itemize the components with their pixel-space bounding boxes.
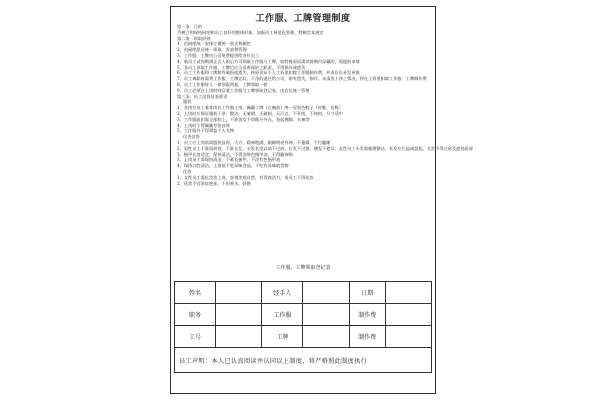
cell-uniform-value [303,304,349,326]
register-row-1 [175,282,432,304]
body-line: 2、化妆不宜浓妆艳抹，不用香水，妖艳 [177,180,251,186]
body-line: 6、员工工作服和工牌如有破损或遗失，按原价从个人工资里扣除工作服制作费，并由店长补发更换 [177,70,360,76]
label-position: 职务 [175,304,216,326]
register-row-declaration [175,348,432,373]
label-handler: 经手人 [262,282,303,304]
body-line: 5、各员工领取工作服、工牌后应当妥善保护之职责，不得损坏或遗失 [177,64,306,70]
register-row-2 [175,304,432,326]
body-line: 第一条：目的 [177,24,203,29]
label-fee-uniform: 制作费 [349,304,385,326]
label-uniform: 工作服 [262,304,303,326]
body-line: 1、员工应上岗前需服装仪容，大方、精神饱满，眼睛明亮有神，不萎靡，不打瞌睡 [177,139,331,145]
body-line: 9、员工必须在上岗时间穿着工作服与工牌领取登记表，由店长统一管理 [177,87,310,93]
employee-declaration: 员工声明：本人已认真阅读并认同以上制度，将严格照此制度执行 [175,348,432,373]
cell-handler-value [303,282,349,304]
body-line: 3、上岗员工需保持清洁，不蓄长指甲，不涂有色指甲油 [177,157,281,163]
body-line: 2、上岗时应保证服装干净、整洁，无皱褶、无破损、无污点、不开线、不掉扣，尺寸适中 [177,110,343,116]
body-line: 4、上岗时不得佩戴夸张首饰 [177,122,230,128]
body-line: 3、工作服、工牌由公司免费提供给各位员工 [177,52,260,58]
label-date: 日期 [349,282,385,304]
label-fee-badge: 制作费 [349,326,385,348]
body-line: 1、由网吧统一安排订做统一款式和颜色 [177,41,251,47]
body-line: 8、员工工作服每人一律领取两套，工牌领取一套 [177,81,268,87]
body-line: 1、女性员工需化淡妆上岗，容貌美观自然，有青春活力，男员工不得化妆 [177,174,314,180]
body-line: 3、工作服纽扣需全部扣上，不准男女不得敞开外衣，卷起裤脚、衣袖等 [177,116,310,122]
register-table [174,281,432,373]
label-badge: 工牌 [262,326,303,348]
body-line: 仪表仪容 [183,134,200,140]
register-title: 工作服、工牌领取登记表 [275,265,331,271]
body-line: 7、员工离职时需将工作服、工牌完好，干净的退还给公司，如有遗失，损坏，未清洗干净之情况，将在工资里扣除工作服、工牌制作费 [177,76,427,82]
document-body [177,24,473,186]
document-page [170,6,473,394]
body-line: 3、指甲长度适宜，保持清洁，不得涂带色指甲油，不得戴饰物 [177,151,293,157]
body-line: 1、各岗位员工着本岗位工作服上岗，佩戴工牌（左胸前）统一穿黑色鞋子（皮鞋、布鞋） [177,105,343,111]
body-line: 2、男性员工不准留胡须，不准长发，头发长度以前不过眉，后发不过领，侧发不遮耳；女性员工头发需梳理整洁，长发应扎起或盘起，头发不得过肩及遮挡面部 [177,145,473,151]
cell-fee-badge-value [385,326,431,348]
cell-date-value [385,282,431,304]
body-line: 4、保持口腔清洁，上岗前不吃异味食品，不吃有异味的食物 [177,163,289,169]
body-line: 5、工作服外不得罩盖个人衣物 [177,128,235,134]
label-name: 姓名 [175,282,216,304]
document-title: 工作服、工牌管理制度 [255,14,351,24]
cell-position-value [216,304,262,326]
body-line: 4、新员工试岗期满正式入职后方可领取工作服与工牌，如特殊原因需试岗期内穿戴的，需提前申请 [177,58,360,64]
body-line: 第三条：员工仪容仪表要求 [177,93,228,99]
cell-badge-value [303,326,349,348]
cell-name-value [216,282,262,304]
body-line: 2、由网吧派员统一领取、发放和管理 [177,47,247,53]
body-line: 第二条：领取原则 [177,35,211,41]
body-line: 为树立和保持网吧和员工良好的整体形象，加强员工规范化管理，特制定本规定 [177,29,324,35]
body-line: 化妆 [183,168,192,174]
register-row-3 [175,326,432,348]
cell-employee-id-value [216,326,262,348]
body-line: 服装 [183,99,192,105]
cell-fee-uniform-value [385,304,431,326]
label-employee-id: 工号 [175,326,216,348]
